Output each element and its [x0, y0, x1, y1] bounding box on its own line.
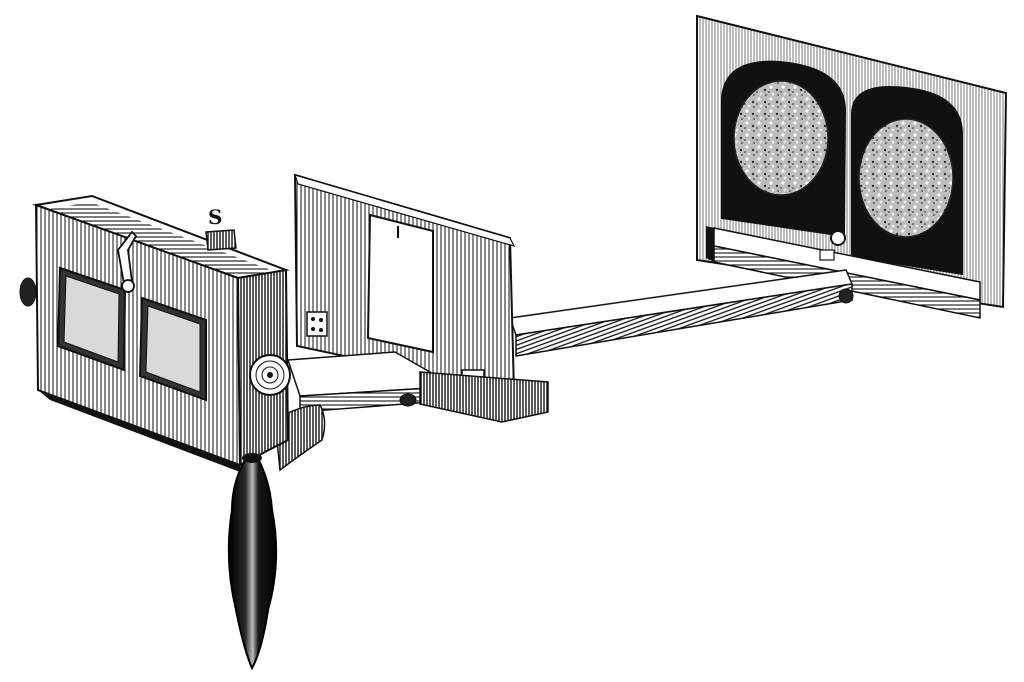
rail-knob [839, 289, 853, 303]
label-s: S [208, 205, 223, 229]
card-clip [831, 231, 845, 245]
slide-rail [510, 270, 853, 356]
eyepiece-box [20, 196, 290, 472]
base-screw [400, 394, 416, 406]
card-right-image [859, 119, 953, 237]
card-left-image [734, 81, 828, 195]
partition-opening [368, 215, 433, 352]
wooden-handle [229, 453, 276, 668]
focus-knob-left [20, 278, 36, 306]
hinge-left [307, 312, 327, 336]
